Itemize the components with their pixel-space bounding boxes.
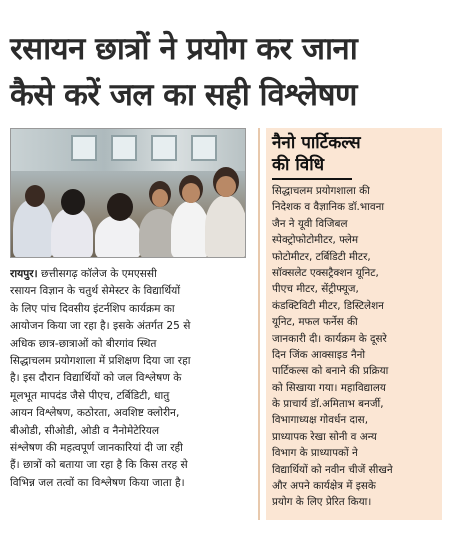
- sidebar-line: पार्टिकल्स को बनाने की प्रक्रिया: [272, 365, 389, 378]
- sidebar-line: फोटोमीटर, टर्बिडिटी मीटर,: [272, 250, 371, 263]
- news-photo: [10, 128, 246, 258]
- sidebar-text: [272, 183, 438, 511]
- sidebar-line: विभाग के प्राध्यापकों ने: [272, 447, 358, 460]
- photo-window: [71, 135, 97, 161]
- sidebar-title-line-2: की विधि: [272, 155, 325, 175]
- article-line: आयोजन किया जा रहा है। इसके अंतर्गत 25 से: [10, 320, 191, 333]
- article-first-line-text: छत्तीसगढ़ कॉलेज के एमएससी: [37, 268, 157, 280]
- sidebar-line: को सिखाया गया। महाविद्यालय: [272, 381, 386, 394]
- article-line: के लिए पांच दिवसीय इंटर्नशिप कार्यक्रम का: [10, 302, 175, 315]
- sidebar-title: [272, 132, 438, 176]
- sidebar-line: प्राध्यापक रेखा सोनी व अन्य: [272, 430, 377, 443]
- sidebar-line: निदेशक व वैज्ञानिक डॉ.भावना: [272, 201, 385, 214]
- article-line: सिद्धाचलम प्रयोगशाला में प्रशिक्षण दिया जा रहा: [10, 354, 191, 367]
- article-line: संश्लेषण की महत्वपूर्ण जानकारियां दी जा रही: [10, 441, 183, 454]
- article-line: रसायन विज्ञान के चतुर्थ सेमेस्टर के विद्यार्थियों: [10, 285, 181, 298]
- photo-student: [171, 201, 209, 258]
- article-line: हैं। छात्रों को बताया जा रहा है कि किस तरह से: [10, 459, 188, 472]
- sidebar-line: सॉक्सलेट एक्सट्रैक्शन यूनिट,: [272, 266, 379, 279]
- photo-student-face: [152, 189, 168, 207]
- column-divider: [258, 128, 260, 520]
- headline-line-1: रसायन छात्रों ने प्रयोग कर जाना: [10, 31, 358, 67]
- sidebar-line: दिन जिंक आक्साइड नैनो: [272, 348, 366, 361]
- sidebar-title-underline: [272, 178, 352, 180]
- sidebar-line: जैन ने यूवी विजिबल: [272, 217, 348, 230]
- photo-student-head: [107, 193, 133, 221]
- sidebar-line: विद्यार्थियों को नवीन चीजें सीखने: [272, 463, 393, 476]
- article-line: अधिक छात्र-छात्राओं को बीरगांव स्थित: [10, 337, 157, 350]
- article-line: आयन विश्लेषण, कठोरता, अवशिष्ट क्लोरीन,: [10, 407, 180, 420]
- photo-student-face: [216, 176, 236, 197]
- sidebar-line: कंडक्टिविटी मीटर, डिस्टिलेशन: [272, 299, 384, 312]
- sidebar-line: प्रयोग के लिए प्रेरित किया।: [272, 496, 372, 509]
- article-line: मूलभूत मापदंड जैसे पीएच, टर्बिडिटी, धातु: [10, 389, 170, 402]
- photo-window: [151, 135, 177, 161]
- sidebar-title-line-1: नैनो पार्टिकल्स: [272, 133, 361, 153]
- sidebar-line: विभागाध्यक्ष गोवर्धन दास,: [272, 414, 369, 427]
- photo-window: [191, 135, 217, 161]
- photo-student: [13, 199, 53, 258]
- article-line: विभिन्न जल तत्वों का विश्लेषण किया जाता है।: [10, 476, 185, 489]
- sidebar-line: पीएच मीटर, सेंट्रीफ्यूज,: [272, 283, 359, 296]
- article-line: बीओडी, सीओडी, ओडी व नैनोमेटेरियल: [10, 424, 160, 437]
- sidebar-line: जानकारी दी। कार्यक्रम के दूसरे: [272, 332, 387, 345]
- dateline: रायपुर।: [10, 268, 38, 280]
- article-line: है। इस दौरान विद्यार्थियों को जल विश्लेषण के: [10, 372, 182, 385]
- sidebar-line: के प्राचार्य डॉ.अमिताभ बनर्जी,: [272, 398, 384, 411]
- sidebar-line: और अपने कार्यक्षेत्र में इसके: [272, 480, 376, 493]
- photo-student: [205, 195, 246, 258]
- sidebar-line: सिद्धाचलम प्रयोगशाला की: [272, 185, 370, 197]
- photo-student-head: [61, 189, 85, 215]
- article-body: [10, 266, 250, 492]
- photo-student-face: [182, 183, 200, 203]
- photo-window: [111, 135, 137, 161]
- photo-student-head: [25, 185, 45, 207]
- headline-line-2: कैसे करें जल का सही विश्लेषण: [10, 77, 357, 113]
- sidebar-line: यूनिट, मफल फर्नेस की: [272, 316, 358, 329]
- sidebar-line: स्पेक्ट्रोफोटोमीटर, फ्लेम: [272, 234, 359, 247]
- photo-student: [95, 215, 141, 258]
- article-first-line: [10, 266, 250, 283]
- headline: [10, 26, 446, 118]
